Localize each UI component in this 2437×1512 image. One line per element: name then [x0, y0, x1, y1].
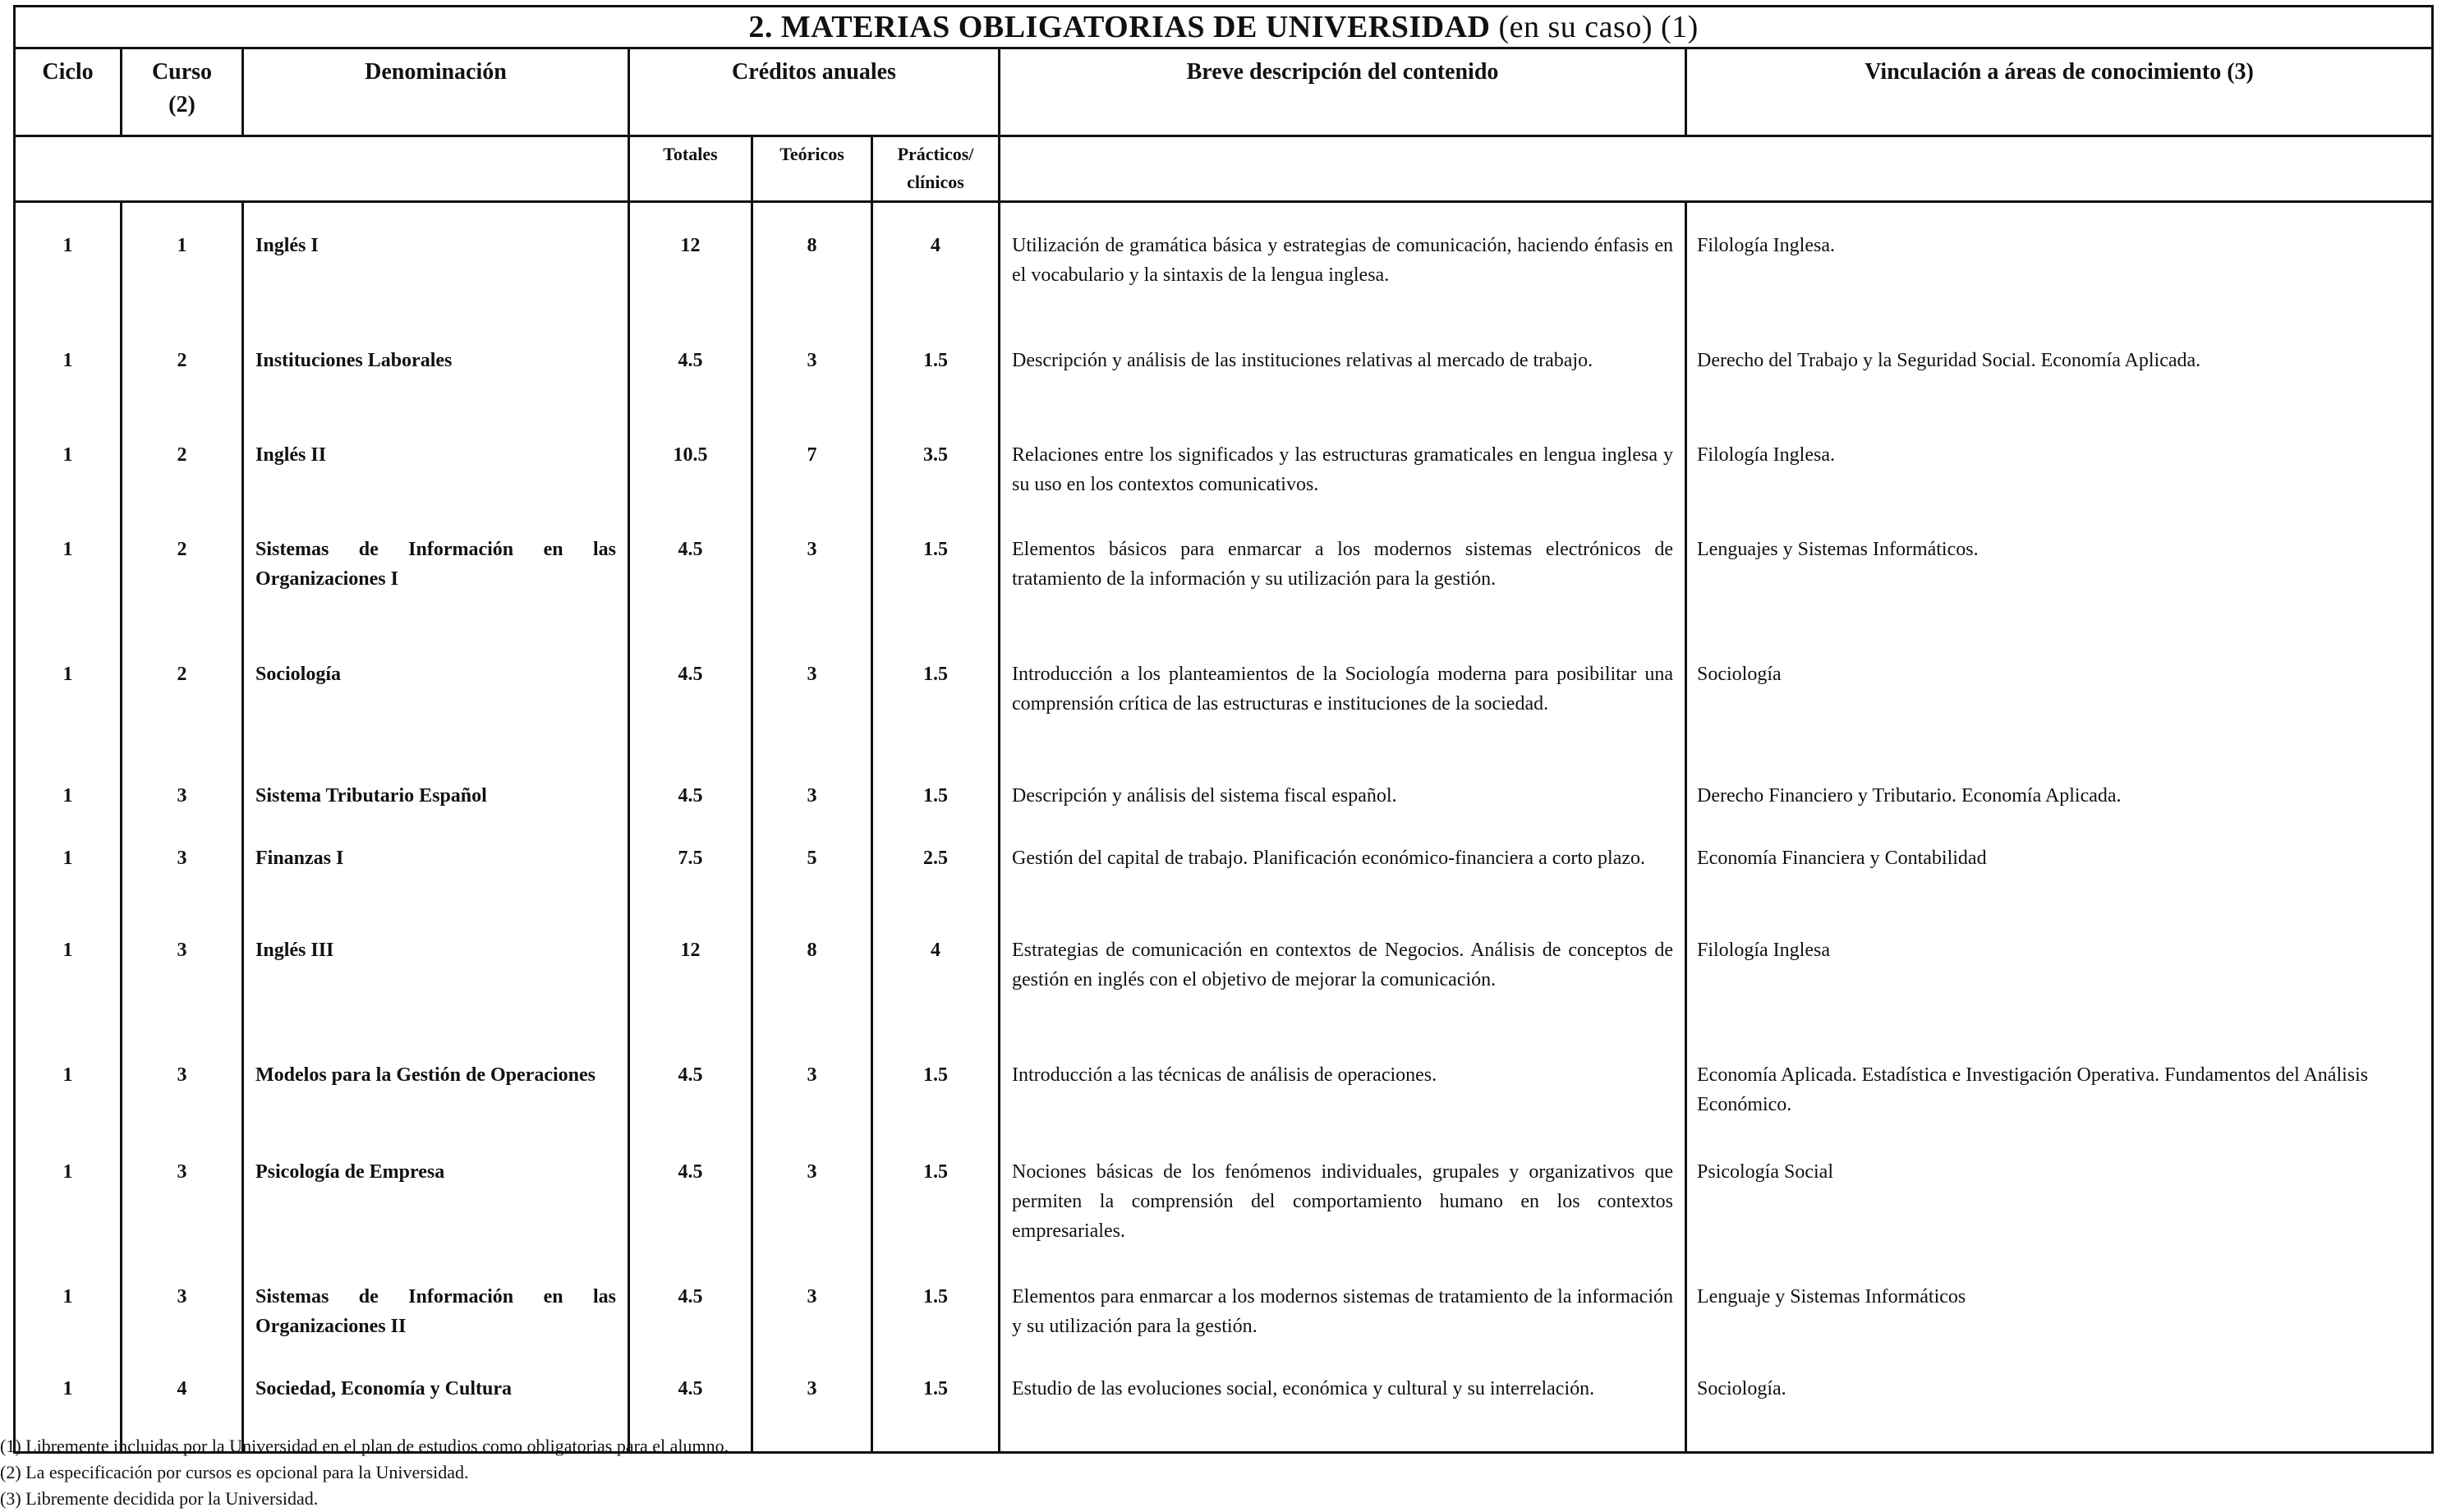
cell-denominacion — [243, 640, 629, 761]
cell-denominacion — [243, 761, 629, 824]
table-title-main: 2. MATERIAS OBLIGATORIAS DE UNIVERSIDAD — [748, 10, 1491, 44]
cell-ciclo-text: 1 — [62, 1286, 73, 1307]
cell-ciclo-text: 1 — [62, 350, 73, 371]
cell-totales — [629, 203, 752, 326]
header-ciclo: Ciclo — [15, 48, 122, 136]
materias-body-table — [13, 203, 2434, 1454]
cell-area-text: Economía Financiera y Contabilidad — [1697, 848, 1987, 869]
cell-curso — [122, 203, 243, 326]
cell-teoricos — [752, 326, 872, 421]
cell-denominacion-text: Psicología de Empresa — [255, 1161, 445, 1183]
cell-teoricos-text: 3 — [807, 664, 817, 685]
cell-teoricos — [752, 761, 872, 824]
cell-denominacion-text: Sistemas de Información en las Organizaciones I — [255, 539, 616, 590]
cell-denominacion — [243, 326, 629, 421]
table-row — [15, 1041, 2433, 1137]
cell-teoricos — [752, 515, 872, 640]
cell-ciclo-text: 1 — [62, 664, 73, 685]
cell-descripcion-text: Introducción a las técnicas de análisis de operaciones. — [1012, 1064, 1437, 1086]
cell-teoricos-text: 3 — [807, 785, 817, 807]
cell-descripcion-text: Utilización de gramática básica y estrategias de comunicación, haciendo énfasis en el vocabulario y la sintaxis de la lengua inglesa. — [1012, 235, 1673, 286]
cell-descripcion — [1000, 515, 1686, 640]
cell-descripcion-text: Descripción y análisis de las instituciones relativas al mercado de trabajo. — [1012, 350, 1593, 371]
cell-denominacion-text: Inglés III — [255, 940, 334, 961]
cell-teoricos-text: 3 — [807, 1161, 817, 1183]
cell-area-text: Sociología. — [1697, 1378, 1786, 1399]
footnote-1: (1) Libremente incluidas por la Universidad en el plan de estudios como obligatorias para el alumno. — [0, 1436, 729, 1456]
cell-denominacion-text: Modelos para la Gestión de Operaciones — [255, 1064, 595, 1086]
table-row — [15, 1137, 2433, 1262]
cell-practicos — [872, 640, 1000, 761]
cell-practicos — [872, 326, 1000, 421]
footnote-3: (3) Libremente decidida por la Universidad. — [0, 1488, 319, 1509]
table-row — [15, 203, 2433, 326]
header-denominacion: Denominación — [243, 48, 629, 136]
table-row — [15, 824, 2433, 916]
cell-practicos — [872, 203, 1000, 326]
cell-area-text: Derecho Financiero y Tributario. Economía Aplicada. — [1697, 785, 2122, 807]
cell-descripcion-text: Nociones básicas de los fenómenos individuales, grupales y organizativos que permiten la comprensión del comportamiento humano en los contextos empresariales. — [1012, 1161, 1673, 1242]
cell-practicos — [872, 916, 1000, 1041]
cell-teoricos-text: 3 — [807, 1378, 817, 1399]
table-row — [15, 326, 2433, 421]
cell-teoricos-text: 7 — [807, 444, 817, 466]
cell-ciclo-text: 1 — [62, 235, 73, 256]
cell-practicos-text: 1.5 — [923, 350, 948, 371]
cell-teoricos-text: 5 — [807, 848, 817, 869]
cell-ciclo — [15, 761, 122, 824]
cell-ciclo — [15, 1041, 122, 1137]
cell-ciclo — [15, 916, 122, 1041]
cell-practicos-text: 1.5 — [923, 1064, 948, 1086]
cell-area — [1686, 421, 2433, 515]
cell-descripcion — [1000, 326, 1686, 421]
footnote-2: (2) La especificación por cursos es opcional para la Universidad. — [0, 1462, 469, 1482]
cell-ciclo-text: 1 — [62, 539, 73, 560]
cell-practicos — [872, 1262, 1000, 1354]
cell-descripcion — [1000, 640, 1686, 761]
cell-teoricos-text: 3 — [807, 539, 817, 560]
cell-ciclo-text: 1 — [62, 444, 73, 466]
cell-curso-text: 2 — [177, 444, 187, 466]
cell-denominacion — [243, 1262, 629, 1354]
cell-denominacion-text: Finanzas I — [255, 848, 344, 869]
cell-practicos — [872, 1041, 1000, 1137]
cell-practicos-text: 4 — [931, 235, 940, 256]
cell-area-text: Derecho del Trabajo y la Seguridad Social. Economía Aplicada. — [1697, 350, 2201, 371]
document-sheet — [13, 5, 2431, 1434]
cell-curso — [122, 1262, 243, 1354]
subheader-totales: Totales — [629, 136, 752, 202]
cell-curso-text: 3 — [177, 940, 187, 961]
cell-denominacion-text: Sociología — [255, 664, 342, 685]
cell-denominacion — [243, 916, 629, 1041]
cell-teoricos — [752, 1354, 872, 1453]
cell-denominacion-text: Sistema Tributario Español — [255, 785, 487, 807]
cell-totales-text: 7.5 — [678, 848, 703, 869]
cell-area-text: Filología Inglesa. — [1697, 235, 1835, 256]
subheader-blank-right — [1000, 136, 2433, 202]
cell-practicos-text: 3.5 — [923, 444, 948, 466]
cell-totales — [629, 761, 752, 824]
cell-practicos-text: 1.5 — [923, 785, 948, 807]
cell-ciclo — [15, 326, 122, 421]
cell-teoricos — [752, 640, 872, 761]
cell-practicos-text: 1.5 — [923, 1161, 948, 1183]
cell-ciclo — [15, 515, 122, 640]
cell-teoricos — [752, 1262, 872, 1354]
cell-descripcion — [1000, 824, 1686, 916]
cell-ciclo-text: 1 — [62, 1064, 73, 1086]
cell-denominacion — [243, 1041, 629, 1137]
cell-area-text: Psicología Social — [1697, 1161, 1833, 1183]
cell-totales — [629, 1262, 752, 1354]
header-curso-note: (2) — [168, 92, 195, 117]
footnotes — [0, 1433, 729, 1512]
cell-curso — [122, 1041, 243, 1137]
cell-denominacion-text: Instituciones Laborales — [255, 350, 453, 371]
cell-practicos — [872, 1137, 1000, 1262]
cell-teoricos-text: 8 — [807, 235, 817, 256]
header-curso — [122, 48, 243, 136]
cell-area — [1686, 640, 2433, 761]
cell-totales-text: 4.5 — [678, 1064, 703, 1086]
cell-practicos — [872, 1354, 1000, 1453]
cell-curso-text: 2 — [177, 664, 187, 685]
cell-totales — [629, 421, 752, 515]
cell-curso-text: 3 — [177, 785, 187, 807]
table-body — [15, 203, 2433, 1453]
cell-teoricos — [752, 824, 872, 916]
header-descripcion: Breve descripción del contenido — [1000, 48, 1686, 136]
table-row — [15, 916, 2433, 1041]
cell-totales-text: 10.5 — [673, 444, 708, 466]
cell-area-text: Filología Inglesa — [1697, 940, 1830, 961]
cell-descripcion-text: Descripción y análisis del sistema fiscal español. — [1012, 785, 1397, 807]
cell-curso-text: 3 — [177, 1064, 187, 1086]
title-row — [15, 7, 2433, 48]
cell-totales-text: 4.5 — [678, 350, 703, 371]
table-row — [15, 640, 2433, 761]
cell-practicos — [872, 824, 1000, 916]
cell-denominacion-text: Sociedad, Economía y Cultura — [255, 1378, 513, 1399]
cell-descripcion — [1000, 1041, 1686, 1137]
cell-area — [1686, 1262, 2433, 1354]
cell-denominacion — [243, 421, 629, 515]
cell-teoricos-text: 3 — [807, 1286, 817, 1307]
header-vinculacion: Vinculación a áreas de conocimiento (3) — [1686, 48, 2433, 136]
cell-area — [1686, 1354, 2433, 1453]
cell-teoricos — [752, 1041, 872, 1137]
cell-ciclo — [15, 203, 122, 326]
cell-curso-text: 3 — [177, 1286, 187, 1307]
table-row — [15, 1262, 2433, 1354]
cell-teoricos — [752, 1137, 872, 1262]
cell-descripcion-text: Relaciones entre los significados y las estructuras gramaticales en lengua inglesa y su uso en los contextos comunicativos. — [1012, 444, 1673, 495]
cell-descripcion — [1000, 916, 1686, 1041]
materias-table — [13, 5, 2434, 203]
cell-ciclo-text: 1 — [62, 785, 73, 807]
cell-totales-text: 4.5 — [678, 1286, 703, 1307]
cell-descripcion-text: Estudio de las evoluciones social, económica y cultural y su interrelación. — [1012, 1378, 1595, 1399]
cell-practicos — [872, 421, 1000, 515]
cell-denominacion — [243, 824, 629, 916]
cell-area — [1686, 824, 2433, 916]
cell-practicos-text: 1.5 — [923, 1286, 948, 1307]
cell-totales — [629, 640, 752, 761]
cell-curso-text: 2 — [177, 350, 187, 371]
table-title — [15, 7, 2433, 48]
cell-area-text: Filología Inglesa. — [1697, 444, 1835, 466]
header-creditos: Créditos anuales — [629, 48, 1000, 136]
cell-practicos-text: 1.5 — [923, 664, 948, 685]
cell-totales — [629, 326, 752, 421]
cell-ciclo-text: 1 — [62, 848, 73, 869]
cell-ciclo — [15, 1262, 122, 1354]
cell-denominacion-text: Inglés I — [255, 235, 319, 256]
cell-ciclo-text: 1 — [62, 940, 73, 961]
cell-ciclo — [15, 421, 122, 515]
table-row — [15, 515, 2433, 640]
cell-area-text: Sociología — [1697, 664, 1782, 685]
cell-curso — [122, 326, 243, 421]
table-title-suffix: (en su caso) (1) — [1498, 10, 1699, 44]
cell-teoricos — [752, 421, 872, 515]
cell-denominacion-text: Inglés II — [255, 444, 327, 466]
cell-curso-text: 2 — [177, 539, 187, 560]
cell-totales-text: 4.5 — [678, 785, 703, 807]
cell-curso — [122, 640, 243, 761]
cell-area — [1686, 203, 2433, 326]
cell-descripcion-text: Elementos para enmarcar a los modernos sistemas de tratamiento de la información y su utilización para la gestión. — [1012, 1286, 1673, 1337]
cell-curso-text: 4 — [177, 1378, 187, 1399]
cell-descripcion-text: Elementos básicos para enmarcar a los modernos sistemas electrónicos de tratamiento de la información y su utilización para la gestión. — [1012, 539, 1673, 590]
cell-descripcion — [1000, 203, 1686, 326]
cell-descripcion — [1000, 1354, 1686, 1453]
header-curso-label: Curso — [151, 59, 213, 85]
cell-totales-text: 4.5 — [678, 1161, 703, 1183]
cell-curso — [122, 824, 243, 916]
cell-denominacion — [243, 203, 629, 326]
cell-curso — [122, 515, 243, 640]
cell-practicos — [872, 761, 1000, 824]
cell-area-text: Economía Aplicada. Estadística e Investigación Operativa. Fundamentos del Análisis Económico. — [1697, 1064, 2369, 1115]
cell-teoricos — [752, 203, 872, 326]
cell-ciclo-text: 1 — [62, 1161, 73, 1183]
cell-area — [1686, 761, 2433, 824]
cell-curso-text: 3 — [177, 848, 187, 869]
cell-practicos-text: 1.5 — [923, 1378, 948, 1399]
cell-denominacion-text: Sistemas de Información en las Organizaciones II — [255, 1286, 616, 1337]
cell-practicos-text: 2.5 — [923, 848, 948, 869]
cell-denominacion — [243, 515, 629, 640]
header-row — [15, 48, 2433, 136]
subheader-practicos: Prácticos/ clínicos — [872, 136, 1000, 202]
cell-area — [1686, 916, 2433, 1041]
cell-totales — [629, 1137, 752, 1262]
cell-curso — [122, 761, 243, 824]
cell-area — [1686, 326, 2433, 421]
cell-curso-text: 3 — [177, 1161, 187, 1183]
cell-curso — [122, 916, 243, 1041]
cell-curso-text: 1 — [177, 235, 187, 256]
cell-totales — [629, 916, 752, 1041]
cell-ciclo — [15, 824, 122, 916]
cell-descripcion — [1000, 1137, 1686, 1262]
cell-descripcion — [1000, 421, 1686, 515]
cell-descripcion — [1000, 761, 1686, 824]
cell-area — [1686, 1041, 2433, 1137]
cell-teoricos-text: 3 — [807, 350, 817, 371]
cell-practicos-text: 4 — [931, 940, 940, 961]
table-row — [15, 421, 2433, 515]
cell-totales-text: 12 — [680, 235, 701, 256]
cell-area — [1686, 515, 2433, 640]
subheader-teoricos: Teóricos — [752, 136, 872, 202]
table-row — [15, 761, 2433, 824]
cell-descripcion-text: Introducción a los planteamientos de la Sociología moderna para posibilitar una comprensión crítica de las estructuras e instituciones de la sociedad. — [1012, 664, 1673, 715]
cell-totales — [629, 515, 752, 640]
cell-totales-text: 12 — [680, 940, 701, 961]
cell-practicos-text: 1.5 — [923, 539, 948, 560]
cell-curso — [122, 421, 243, 515]
cell-totales-text: 4.5 — [678, 539, 703, 560]
cell-area-text: Lenguaje y Sistemas Informáticos — [1697, 1286, 1966, 1307]
cell-curso — [122, 1137, 243, 1262]
cell-descripcion-text: Gestión del capital de trabajo. Planificación económico-financiera a corto plazo. — [1012, 848, 1645, 869]
cell-totales-text: 4.5 — [678, 664, 703, 685]
cell-teoricos-text: 8 — [807, 940, 817, 961]
cell-ciclo-text: 1 — [62, 1378, 73, 1399]
cell-totales — [629, 1041, 752, 1137]
cell-ciclo — [15, 640, 122, 761]
cell-totales — [629, 824, 752, 916]
cell-denominacion — [243, 1137, 629, 1262]
cell-practicos — [872, 515, 1000, 640]
cell-teoricos — [752, 916, 872, 1041]
cell-area — [1686, 1137, 2433, 1262]
cell-ciclo — [15, 1137, 122, 1262]
cell-teoricos-text: 3 — [807, 1064, 817, 1086]
cell-totales-text: 4.5 — [678, 1378, 703, 1399]
cell-area-text: Lenguajes y Sistemas Informáticos. — [1697, 539, 1979, 560]
subheader-blank — [15, 136, 629, 202]
subheader-row — [15, 136, 2433, 202]
cell-descripcion-text: Estrategias de comunicación en contextos de Negocios. Análisis de conceptos de gestión en inglés con el objetivo de mejorar la comunicación. — [1012, 940, 1673, 990]
cell-descripcion — [1000, 1262, 1686, 1354]
